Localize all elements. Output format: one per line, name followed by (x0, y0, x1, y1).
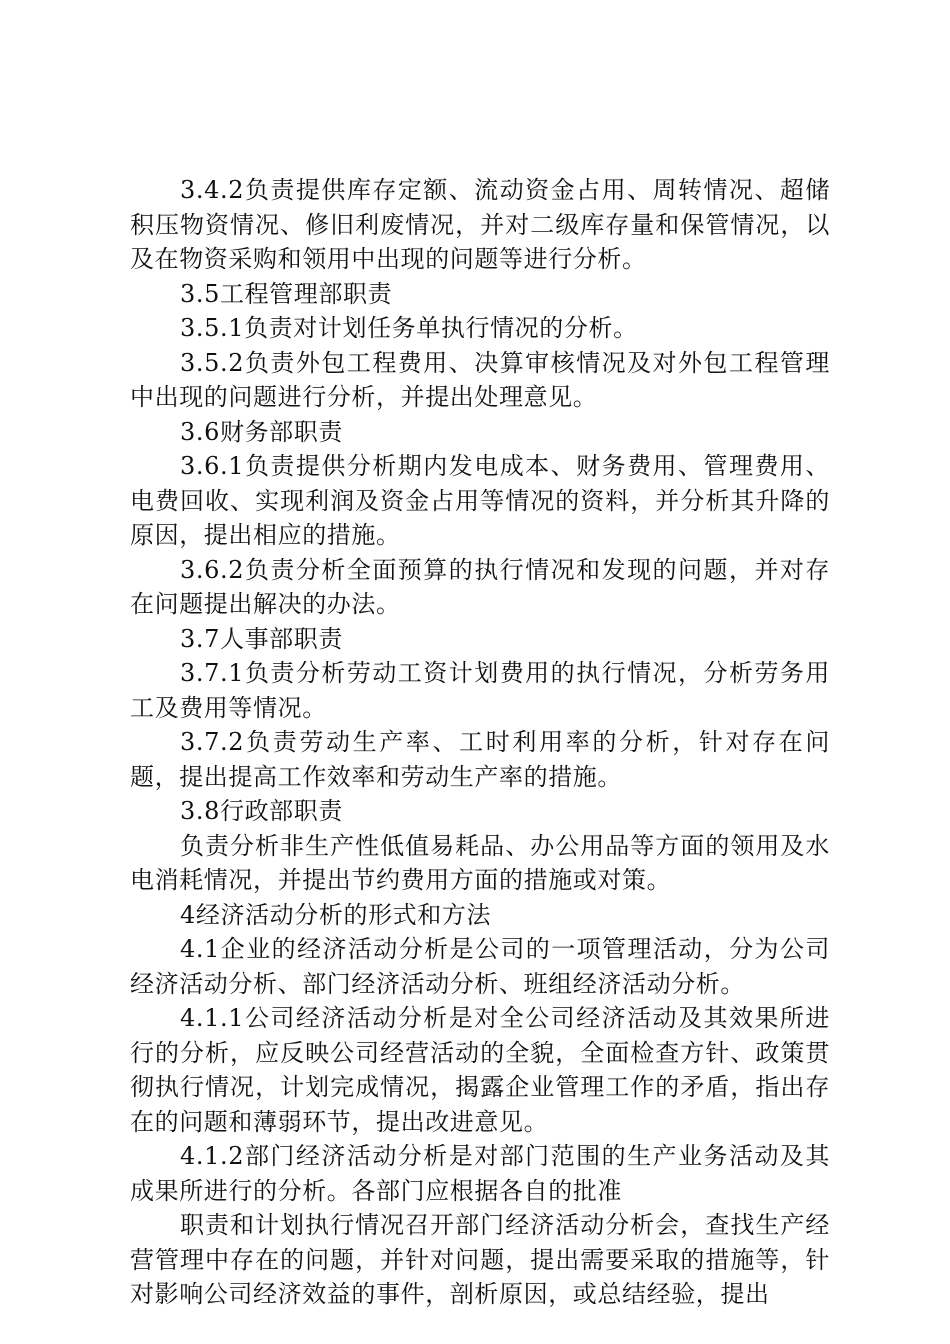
paragraph-3-6-2: 3.6.2负责分析全面预算的执行情况和发现的问题，并对存在问题提出解决的办法。 (130, 555, 830, 618)
paragraph-3-7-2: 3.7.2负责劳动生产率、工时利用率的分析，针对存在问题，提出提高工作效率和劳动生产率的措施。 (130, 728, 830, 791)
paragraph-4-1-2-continued: 职责和计划执行情况召开部门经济活动分析会，查找生产经营管理中存在的问题，并针对问题，提出需要采取的措施等，针对影响公司经济效益的事件，剖析原因，或总结经验，提出 (130, 1211, 830, 1308)
paragraph-4-1-1: 4.1.1公司经济活动分析是对全公司经济活动及其效果所进行的分析，应反映公司经营活动的全貌，全面检查方针、政策贯彻执行情况，计划完成情况，揭露企业管理工作的矛盾，指出存在的问题和薄弱环节，提出改进意见。 (130, 1004, 830, 1136)
document-body (130, 173, 830, 1312)
heading-3-7: 3.7人事部职责 (180, 624, 343, 653)
paragraph-3-5-2: 3.5.2负责外包工程费用、决算审核情况及对外包工程管理中出现的问题进行分析，并提出处理意见。 (130, 348, 830, 411)
heading-3-5: 3.5工程管理部职责 (180, 279, 393, 308)
paragraph-3-7-1: 3.7.1负责分析劳动工资计划费用的执行情况，分析劳务用工及费用等情况。 (130, 659, 830, 722)
heading-4: 4经济活动分析的形式和方法 (180, 900, 492, 929)
paragraph-3-5-1: 3.5.1负责对计划任务单执行情况的分析。 (180, 314, 638, 342)
heading-3-8: 3.8行政部职责 (180, 797, 343, 825)
heading-3-6: 3.6财务部职责 (180, 417, 343, 446)
paragraph-3-8-body: 负责分析非生产性低值易耗品、办公用品等方面的领用及水电消耗情况，并提出节约费用方面的措施或对策。 (130, 831, 830, 894)
paragraph-3-6-1: 3.6.1负责提供分析期内发电成本、财务费用、管理费用、电费回收、实现利润及资金占用等情况的资料，并分析其升降的原因，提出相应的措施。 (130, 452, 830, 549)
paragraph-4-1: 4.1企业的经济活动分析是公司的一项管理活动，分为公司经济活动分析、部门经济活动分析、班组经济活动分析。 (130, 935, 830, 998)
paragraph-4-1-2: 4.1.2部门经济活动分析是对部门范围的生产业务活动及其成果所进行的分析。各部门应根据各自的批准 (130, 1142, 830, 1205)
paragraph-3-4-2: 3.4.2负责提供库存定额、流动资金占用、周转情况、超储积压物资情况、修旧利废情况，并对二级库存量和保管情况，以及在物资采购和领用中出现的问题等进行分析。 (130, 176, 830, 273)
